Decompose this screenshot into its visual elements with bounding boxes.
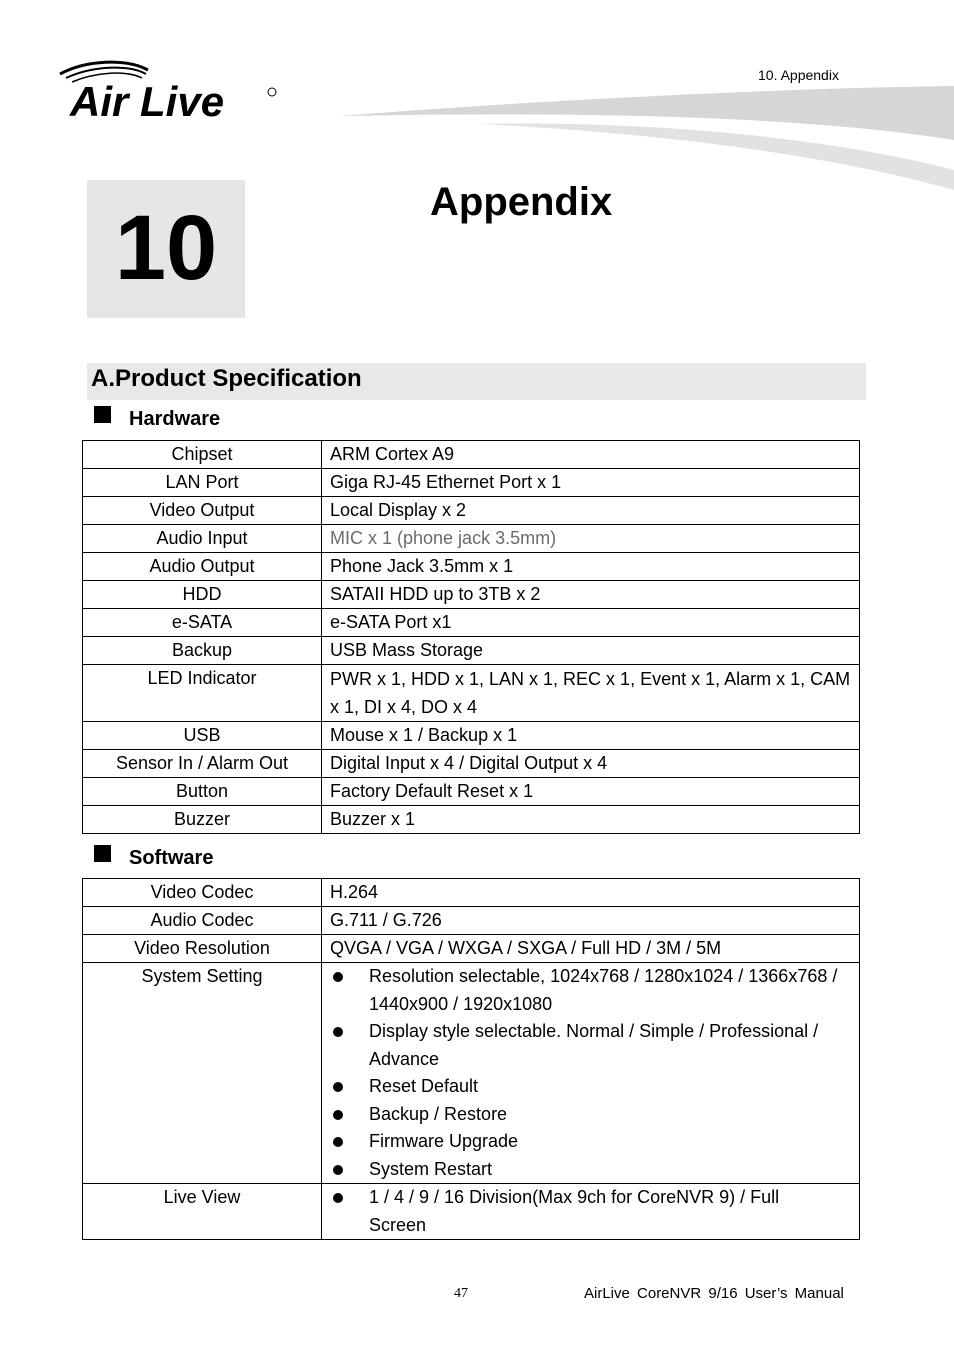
table-row <box>83 637 860 665</box>
table-row <box>83 778 860 806</box>
spec-key: Chipset <box>83 441 322 469</box>
spec-value-list <box>322 1184 860 1240</box>
spec-key: System Setting <box>83 963 322 1184</box>
spec-value: USB Mass Storage <box>322 637 860 665</box>
table-row <box>83 907 860 935</box>
software-heading-text: Software <box>129 847 214 869</box>
spec-key: Video Output <box>83 497 322 525</box>
table-row <box>83 935 860 963</box>
spec-value: Giga RJ-45 Ethernet Port x 1 <box>322 469 860 497</box>
table-row <box>83 665 860 722</box>
spec-key: USB <box>83 722 322 750</box>
table-row <box>83 806 860 834</box>
square-bullet-icon <box>94 406 111 423</box>
chapter-number-box <box>87 180 245 318</box>
spec-value: QVGA / VGA / WXGA / SXGA / Full HD / 3M / 5M <box>322 935 860 963</box>
spec-key: Live View <box>83 1184 322 1240</box>
live-view-list <box>330 1184 819 1239</box>
table-row <box>83 963 860 1184</box>
table-row <box>83 879 860 907</box>
spec-key: Backup <box>83 637 322 665</box>
spec-value: ARM Cortex A9 <box>322 441 860 469</box>
table-row <box>83 497 860 525</box>
table-row <box>83 609 860 637</box>
chapter-title: Appendix <box>430 180 613 224</box>
page-number: 47 <box>454 1286 468 1301</box>
table-row <box>83 469 860 497</box>
spec-key: Audio Output <box>83 553 322 581</box>
spec-key: Sensor In / Alarm Out <box>83 750 322 778</box>
airlive-logo <box>56 56 286 122</box>
spec-value: Local Display x 2 <box>322 497 860 525</box>
spec-key: HDD <box>83 581 322 609</box>
system-setting-list <box>330 963 853 1183</box>
table-row <box>83 1184 860 1240</box>
software-spec-table <box>82 878 860 1240</box>
list-item: System Restart <box>330 1156 853 1184</box>
spec-key: Button <box>83 778 322 806</box>
list-item: Firmware Upgrade <box>330 1128 853 1156</box>
spec-key: Audio Input <box>83 525 322 553</box>
spec-key: Buzzer <box>83 806 322 834</box>
spec-value: Mouse x 1 / Backup x 1 <box>322 722 860 750</box>
software-heading <box>94 845 213 870</box>
spec-value-list <box>322 963 860 1184</box>
table-row <box>83 553 860 581</box>
section-title: A.Product Specification <box>91 365 362 392</box>
spec-key: Video Codec <box>83 879 322 907</box>
spec-value: H.264 <box>322 879 860 907</box>
spec-key: LAN Port <box>83 469 322 497</box>
spec-key: Audio Codec <box>83 907 322 935</box>
hardware-heading <box>94 406 220 431</box>
section-heading-bar <box>87 363 866 400</box>
table-row <box>83 581 860 609</box>
spec-key: LED Indicator <box>83 665 322 722</box>
logo-wordmark: Air Live <box>70 78 225 122</box>
spec-value: Digital Input x 4 / Digital Output x 4 <box>322 750 860 778</box>
list-item: Resolution selectable, 1024x768 / 1280x1024 / 1366x768 / 1440x900 / 1920x1080 <box>330 963 853 1018</box>
list-item: Display style selectable. Normal / Simple / Professional / Advance <box>330 1018 853 1073</box>
spec-key: e-SATA <box>83 609 322 637</box>
spec-key: Video Resolution <box>83 935 322 963</box>
table-row <box>83 722 860 750</box>
table-row <box>83 750 860 778</box>
hardware-spec-table <box>82 440 860 834</box>
spec-value: PWR x 1, HDD x 1, LAN x 1, REC x 1, Event x 1, Alarm x 1, CAM x 1, DI x 4, DO x 4 <box>322 665 860 722</box>
chapter-number: 10 <box>114 197 218 299</box>
spec-value: Phone Jack 3.5mm x 1 <box>322 553 860 581</box>
spec-value: Factory Default Reset x 1 <box>322 778 860 806</box>
spec-value: G.711 / G.726 <box>322 907 860 935</box>
table-row <box>83 525 860 553</box>
hardware-heading-text: Hardware <box>129 408 221 430</box>
spec-value: SATAII HDD up to 3TB x 2 <box>322 581 860 609</box>
spec-value: MIC x 1 (phone jack 3.5mm) <box>322 525 860 553</box>
spec-value: e-SATA Port x1 <box>322 609 860 637</box>
footer-manual-title: AirLive CoreNVR 9/16 User’s Manual <box>584 1285 844 1302</box>
list-item: Reset Default <box>330 1073 853 1101</box>
square-bullet-icon <box>94 845 111 862</box>
list-item: Backup / Restore <box>330 1101 853 1129</box>
table-row <box>83 441 860 469</box>
running-header: 10. Appendix <box>758 67 839 83</box>
list-item: 1 / 4 / 9 / 16 Division(Max 9ch for CoreNVR 9) / Full Screen <box>330 1184 819 1239</box>
spec-value: Buzzer x 1 <box>322 806 860 834</box>
